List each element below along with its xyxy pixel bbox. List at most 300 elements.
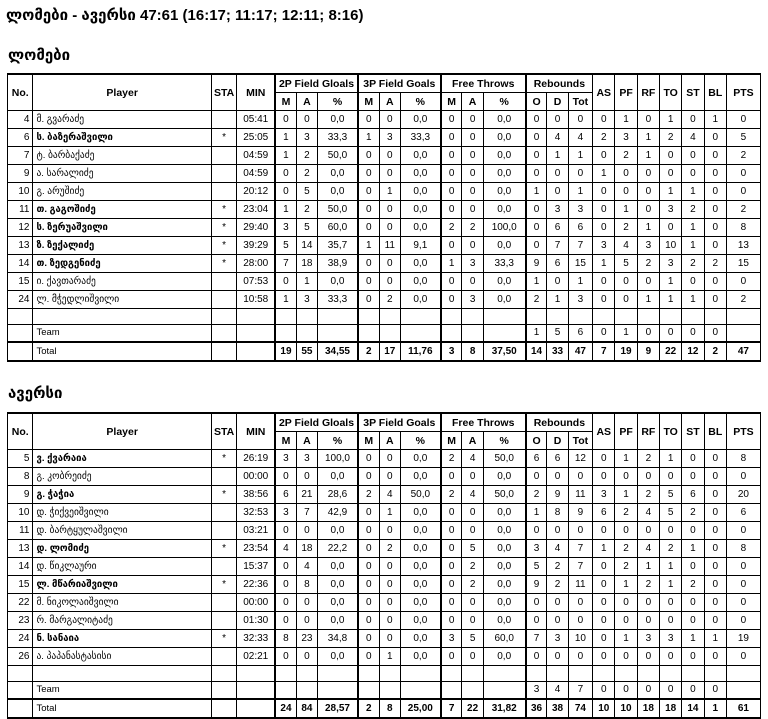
- total-stat-tot: 47: [568, 342, 592, 361]
- col-header-3p-field-goals: 3P Field Goals: [358, 74, 441, 93]
- stat-mft: 0: [441, 576, 462, 594]
- stat-pft: 100,0: [483, 219, 525, 237]
- starter-mark: [211, 612, 236, 630]
- stat-pts: 13: [726, 237, 760, 255]
- stat-p3: 0,0: [400, 273, 440, 291]
- stat-a3: 0: [379, 201, 400, 219]
- stat-st: 0: [682, 468, 704, 486]
- minutes-played: 22:36: [237, 576, 275, 594]
- stat-to: 0: [660, 594, 682, 612]
- starter-mark: *: [211, 450, 236, 468]
- col-subheader-a: A: [462, 432, 483, 450]
- col-header-st: ST: [682, 413, 704, 450]
- stat-as: 6: [593, 504, 615, 522]
- stat-p2: 35,7: [318, 237, 358, 255]
- stat-bl: 0: [704, 450, 726, 468]
- player-number: 14: [8, 255, 33, 273]
- total-stat-m2: 24: [275, 699, 296, 718]
- player-name: ა. პაპანასტასისი: [33, 648, 211, 666]
- stat-d: 6: [547, 219, 568, 237]
- stat-rf: 4: [637, 504, 659, 522]
- team-stat-as: 0: [593, 682, 615, 700]
- stat-rf: 0: [637, 273, 659, 291]
- player-name: დ. ლომიძე: [33, 540, 211, 558]
- player-number: 4: [8, 111, 33, 129]
- stat-m3: 0: [358, 522, 379, 540]
- player-name: ზ. ზექალიძე: [33, 237, 211, 255]
- stat-a2: 23: [296, 630, 317, 648]
- stat-pts: 0: [726, 522, 760, 540]
- col-subheader-pct: %: [318, 432, 358, 450]
- stat-m2: 0: [275, 594, 296, 612]
- total-stat-m3: 2: [358, 342, 379, 361]
- stat-o: 0: [526, 201, 547, 219]
- stat-pft: 0,0: [483, 237, 525, 255]
- stat-tot: 1: [568, 273, 592, 291]
- stat-a2: 0: [296, 468, 317, 486]
- stat-rf: 0: [637, 522, 659, 540]
- player-row: [8, 129, 761, 147]
- stat-tot: 7: [568, 540, 592, 558]
- stat-d: 0: [547, 165, 568, 183]
- stat-bl: 0: [704, 558, 726, 576]
- empty-cell: [33, 309, 211, 325]
- stat-aft: 0: [462, 594, 483, 612]
- minutes-played: 39:29: [237, 237, 275, 255]
- empty-cell: [726, 309, 760, 325]
- col-header-pts: PTS: [726, 413, 760, 450]
- stat-bl: 0: [704, 165, 726, 183]
- team-row-no: [8, 682, 33, 700]
- stat-m3: 0: [358, 558, 379, 576]
- team-stat-a3: [379, 325, 400, 343]
- stat-o: 1: [526, 273, 547, 291]
- stat-o: 6: [526, 450, 547, 468]
- stat-pft: 0,0: [483, 201, 525, 219]
- stat-aft: 0: [462, 111, 483, 129]
- stat-mft: 0: [441, 291, 462, 309]
- col-header-no: No.: [8, 74, 33, 111]
- stat-mft: 0: [441, 147, 462, 165]
- stat-bl: 0: [704, 486, 726, 504]
- stat-bl: 1: [704, 111, 726, 129]
- team-stat-aft: [462, 325, 483, 343]
- stat-mft: 0: [441, 504, 462, 522]
- player-name: მ. ნიკოლაიშვილი: [33, 594, 211, 612]
- team-stat-pf: 0: [615, 682, 637, 700]
- stat-o: 9: [526, 255, 547, 273]
- stat-pft: 0,0: [483, 147, 525, 165]
- col-subheader-m: M: [358, 432, 379, 450]
- stat-as: 0: [593, 183, 615, 201]
- stat-a3: 11: [379, 237, 400, 255]
- col-subheader-m: M: [441, 432, 462, 450]
- stat-pf: 2: [615, 504, 637, 522]
- stat-st: 2: [682, 576, 704, 594]
- stat-pts: 0: [726, 468, 760, 486]
- stat-mft: 0: [441, 522, 462, 540]
- empty-cell: [400, 666, 440, 682]
- team-title-away: ავერსი: [8, 385, 63, 402]
- stat-st: 1: [682, 237, 704, 255]
- stat-aft: 4: [462, 450, 483, 468]
- empty-cell: [615, 666, 637, 682]
- team-stat-m3: [358, 325, 379, 343]
- col-subheader-a: A: [462, 93, 483, 111]
- col-subheader-a: A: [379, 432, 400, 450]
- stat-p2: 0,0: [318, 468, 358, 486]
- col-subheader-pct: %: [318, 93, 358, 111]
- team-row-label: Team: [33, 325, 211, 343]
- stat-p2: 0,0: [318, 273, 358, 291]
- col-header-sta: STA: [211, 74, 236, 111]
- stat-st: 0: [682, 273, 704, 291]
- player-row: [8, 630, 761, 648]
- minutes-played: 00:00: [237, 594, 275, 612]
- minutes-played: 28:00: [237, 255, 275, 273]
- stat-a3: 0: [379, 594, 400, 612]
- stat-pft: 50,0: [483, 486, 525, 504]
- col-header-rebounds: Rebounds: [526, 413, 593, 432]
- total-row-no: [8, 699, 33, 718]
- player-row: [8, 486, 761, 504]
- total-stat-st: 12: [682, 342, 704, 361]
- stat-a3: 1: [379, 504, 400, 522]
- stat-as: 0: [593, 594, 615, 612]
- player-row: [8, 165, 761, 183]
- stat-pts: 5: [726, 129, 760, 147]
- stat-rf: 0: [637, 594, 659, 612]
- team-stat-a2: [296, 682, 317, 700]
- stat-st: 2: [682, 255, 704, 273]
- total-stat-as: 10: [593, 699, 615, 718]
- total-stat-rf: 18: [637, 699, 659, 718]
- stat-as: 0: [593, 630, 615, 648]
- empty-cell: [483, 309, 525, 325]
- team-stat-rf: 0: [637, 325, 659, 343]
- stat-d: 6: [547, 450, 568, 468]
- player-number: 9: [8, 486, 33, 504]
- player-row: [8, 237, 761, 255]
- stat-d: 9: [547, 486, 568, 504]
- stat-pft: 0,0: [483, 576, 525, 594]
- team-stat-tot: 6: [568, 325, 592, 343]
- stat-a3: 0: [379, 450, 400, 468]
- stat-p2: 0,0: [318, 594, 358, 612]
- stat-as: 0: [593, 612, 615, 630]
- stat-a3: 2: [379, 540, 400, 558]
- team-row-no: [8, 325, 33, 343]
- stat-m3: 0: [358, 648, 379, 666]
- player-name: მ. გვარაძე: [33, 111, 211, 129]
- stat-p3: 0,0: [400, 219, 440, 237]
- stat-pf: 3: [615, 129, 637, 147]
- header-row-main: [8, 74, 761, 93]
- col-header-free-throws: Free Throws: [441, 74, 526, 93]
- col-subheader-d: D: [547, 432, 568, 450]
- empty-cell: [704, 666, 726, 682]
- starter-mark: [211, 468, 236, 486]
- col-header-as: AS: [593, 413, 615, 450]
- stat-d: 1: [547, 147, 568, 165]
- stat-bl: 0: [704, 237, 726, 255]
- stat-st: 0: [682, 450, 704, 468]
- minutes-played: 26:19: [237, 450, 275, 468]
- stat-tot: 0: [568, 648, 592, 666]
- stat-d: 0: [547, 522, 568, 540]
- stat-o: 0: [526, 594, 547, 612]
- stat-rf: 3: [637, 237, 659, 255]
- team-stat-to: 0: [660, 325, 682, 343]
- stat-as: 0: [593, 576, 615, 594]
- stat-bl: 2: [704, 255, 726, 273]
- minutes-played: 00:00: [237, 468, 275, 486]
- stat-pts: 0: [726, 594, 760, 612]
- stat-pft: 0,0: [483, 648, 525, 666]
- stat-as: 0: [593, 522, 615, 540]
- empty-cell: [379, 666, 400, 682]
- stat-aft: 3: [462, 255, 483, 273]
- stat-m3: 0: [358, 291, 379, 309]
- empty-cell: [483, 666, 525, 682]
- stat-pft: 0,0: [483, 522, 525, 540]
- stat-as: 1: [593, 540, 615, 558]
- empty-cell: [462, 666, 483, 682]
- empty-cell: [526, 666, 547, 682]
- col-header-free-throws: Free Throws: [441, 413, 526, 432]
- player-name: დ. ბარტყულაშვილი: [33, 522, 211, 540]
- col-header-player: Player: [33, 74, 211, 111]
- team-stat-mft: [441, 325, 462, 343]
- empty-cell: [704, 309, 726, 325]
- stat-m3: 0: [358, 183, 379, 201]
- total-stat-p2: 28,57: [318, 699, 358, 718]
- player-row: [8, 540, 761, 558]
- stat-st: 2: [682, 504, 704, 522]
- stat-o: 9: [526, 576, 547, 594]
- stat-m3: 0: [358, 594, 379, 612]
- stat-a3: 0: [379, 468, 400, 486]
- player-row: [8, 576, 761, 594]
- col-header-no: No.: [8, 413, 33, 450]
- stat-tot: 0: [568, 522, 592, 540]
- player-number: 6: [8, 129, 33, 147]
- player-number: 7: [8, 147, 33, 165]
- col-subheader-a: A: [379, 93, 400, 111]
- empty-cell: [682, 309, 704, 325]
- minutes-played: 29:40: [237, 219, 275, 237]
- total-stat-bl: 2: [704, 342, 726, 361]
- stat-o: 0: [526, 237, 547, 255]
- stat-a2: 0: [296, 648, 317, 666]
- stat-tot: 12: [568, 450, 592, 468]
- total-stat-tot: 74: [568, 699, 592, 718]
- stat-p2: 0,0: [318, 522, 358, 540]
- total-stat-p3: 25,00: [400, 699, 440, 718]
- stat-m3: 0: [358, 504, 379, 522]
- stat-mft: 0: [441, 594, 462, 612]
- total-row-sta: [211, 699, 236, 718]
- stat-tot: 7: [568, 237, 592, 255]
- player-name: გ. ჭაჭია: [33, 486, 211, 504]
- stat-rf: 2: [637, 255, 659, 273]
- stat-m2: 0: [275, 273, 296, 291]
- stat-a3: 0: [379, 558, 400, 576]
- stat-pf: 0: [615, 594, 637, 612]
- stat-a2: 0: [296, 111, 317, 129]
- minutes-played: 10:58: [237, 291, 275, 309]
- player-number: 24: [8, 630, 33, 648]
- stat-a2: 0: [296, 594, 317, 612]
- stat-o: 1: [526, 183, 547, 201]
- stat-pts: 15: [726, 255, 760, 273]
- stat-d: 0: [547, 594, 568, 612]
- col-header-rebounds: Rebounds: [526, 74, 593, 93]
- stat-aft: 0: [462, 468, 483, 486]
- stat-to: 0: [660, 612, 682, 630]
- stat-to: 5: [660, 504, 682, 522]
- player-number: 12: [8, 219, 33, 237]
- stat-p3: 33,3: [400, 129, 440, 147]
- stat-st: 1: [682, 219, 704, 237]
- stat-p3: 0,0: [400, 147, 440, 165]
- total-stat-d: 38: [547, 699, 568, 718]
- stat-d: 6: [547, 255, 568, 273]
- stat-mft: 2: [441, 486, 462, 504]
- stat-p3: 0,0: [400, 576, 440, 594]
- stat-st: 0: [682, 147, 704, 165]
- stat-a3: 0: [379, 612, 400, 630]
- empty-cell: [593, 309, 615, 325]
- minutes-played: 15:37: [237, 558, 275, 576]
- stat-p2: 38,9: [318, 255, 358, 273]
- player-row: [8, 450, 761, 468]
- player-name: ტ. ბარბაქაძე: [33, 147, 211, 165]
- stat-mft: 0: [441, 648, 462, 666]
- stat-a2: 3: [296, 291, 317, 309]
- stat-o: 0: [526, 129, 547, 147]
- away-box-score-table: [7, 412, 761, 719]
- stat-to: 1: [660, 183, 682, 201]
- stat-a2: 7: [296, 504, 317, 522]
- stat-to: 1: [660, 273, 682, 291]
- minutes-played: 38:56: [237, 486, 275, 504]
- stat-m3: 0: [358, 450, 379, 468]
- col-header-bl: BL: [704, 74, 726, 111]
- stat-m2: 1: [275, 147, 296, 165]
- stat-pts: 0: [726, 165, 760, 183]
- stat-rf: 1: [637, 147, 659, 165]
- total-stat-pft: 37,50: [483, 342, 525, 361]
- stat-as: 2: [593, 129, 615, 147]
- stat-m3: 0: [358, 540, 379, 558]
- player-name: ს. ზერუაშვილი: [33, 219, 211, 237]
- col-subheader-pct: %: [400, 93, 440, 111]
- team-stat-p3: [400, 682, 440, 700]
- col-header-player: Player: [33, 413, 211, 450]
- stat-p3: 0,0: [400, 612, 440, 630]
- total-stat-o: 36: [526, 699, 547, 718]
- stat-tot: 0: [568, 111, 592, 129]
- team-row-min: [237, 325, 275, 343]
- stat-to: 3: [660, 255, 682, 273]
- stat-as: 0: [593, 147, 615, 165]
- stat-m2: 0: [275, 612, 296, 630]
- stat-to: 0: [660, 648, 682, 666]
- player-number: 26: [8, 648, 33, 666]
- stat-m2: 0: [275, 183, 296, 201]
- col-subheader-pct: %: [400, 432, 440, 450]
- stat-to: 1: [660, 558, 682, 576]
- starter-mark: [211, 594, 236, 612]
- stat-p3: 0,0: [400, 630, 440, 648]
- stat-pft: 0,0: [483, 468, 525, 486]
- stat-pf: 0: [615, 273, 637, 291]
- stat-to: 0: [660, 522, 682, 540]
- stat-st: 1: [682, 183, 704, 201]
- stat-m3: 0: [358, 147, 379, 165]
- stat-bl: 0: [704, 540, 726, 558]
- starter-mark: [211, 111, 236, 129]
- empty-cell: [547, 309, 568, 325]
- stat-a2: 2: [296, 165, 317, 183]
- stat-a3: 0: [379, 147, 400, 165]
- team-stat-as: 0: [593, 325, 615, 343]
- col-subheader-pct: %: [483, 93, 525, 111]
- player-name: ნ. სანაია: [33, 630, 211, 648]
- total-row-label: Total: [33, 699, 211, 718]
- player-name: თ. ზედგენიძე: [33, 255, 211, 273]
- player-row: [8, 273, 761, 291]
- stat-pts: 19: [726, 630, 760, 648]
- stat-pf: 0: [615, 291, 637, 309]
- stat-m2: 0: [275, 165, 296, 183]
- team-stat-pf: 1: [615, 325, 637, 343]
- stat-tot: 0: [568, 468, 592, 486]
- stat-pf: 2: [615, 219, 637, 237]
- player-name: რ. მარგალიტაძე: [33, 612, 211, 630]
- stat-pft: 50,0: [483, 450, 525, 468]
- stat-rf: 0: [637, 183, 659, 201]
- stat-aft: 0: [462, 129, 483, 147]
- stat-mft: 1: [441, 255, 462, 273]
- starter-mark: *: [211, 219, 236, 237]
- empty-cell: [275, 309, 296, 325]
- stat-aft: 0: [462, 165, 483, 183]
- stat-pf: 1: [615, 201, 637, 219]
- stat-pft: 0,0: [483, 165, 525, 183]
- team-stat-p3: [400, 325, 440, 343]
- stat-d: 7: [547, 237, 568, 255]
- team-stat-a2: [296, 325, 317, 343]
- stat-to: 1: [660, 450, 682, 468]
- stat-pf: 5: [615, 255, 637, 273]
- stat-pft: 0,0: [483, 273, 525, 291]
- col-subheader-o: O: [526, 432, 547, 450]
- stat-d: 1: [547, 291, 568, 309]
- stat-a3: 0: [379, 630, 400, 648]
- stat-aft: 2: [462, 558, 483, 576]
- player-name: დ. ჭიქვეიშვილი: [33, 504, 211, 522]
- stat-pft: 0,0: [483, 612, 525, 630]
- stat-p3: 50,0: [400, 486, 440, 504]
- minutes-played: 25:05: [237, 129, 275, 147]
- stat-m2: 1: [275, 291, 296, 309]
- team-stat-to: 0: [660, 682, 682, 700]
- stat-m2: 0: [275, 468, 296, 486]
- empty-cell: [358, 666, 379, 682]
- empty-cell: [593, 666, 615, 682]
